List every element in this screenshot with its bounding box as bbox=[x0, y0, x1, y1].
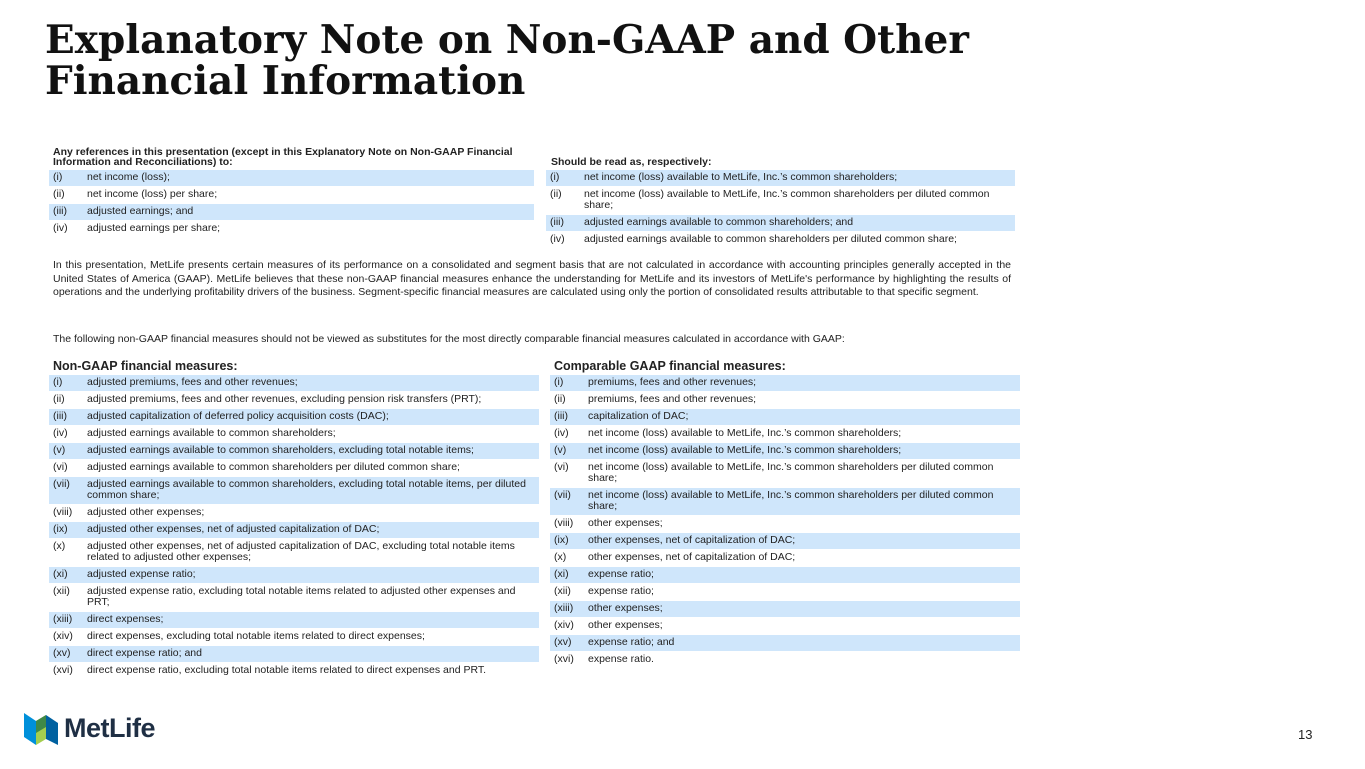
row-text: net income (loss) available to MetLife, Inc.’s common shareholders per diluted common share; bbox=[588, 461, 994, 484]
references-left-table bbox=[49, 170, 534, 237]
list-row bbox=[550, 426, 1020, 442]
row-number: (iii) bbox=[550, 409, 584, 425]
row-text: adjusted earnings available to common shareholders, excluding total notable items, per diluted common share; bbox=[83, 477, 539, 504]
list-row bbox=[49, 505, 539, 521]
row-number: (v) bbox=[49, 443, 83, 459]
list-row bbox=[550, 533, 1020, 549]
row-number: (vii) bbox=[550, 488, 584, 515]
row-number: (vi) bbox=[53, 461, 68, 473]
list-row bbox=[550, 516, 1020, 532]
row-number: (i) bbox=[49, 170, 83, 186]
list-row bbox=[550, 601, 1020, 617]
references-left-header: Any references in this presentation (except in this Explanatory Note on Non-GAAP Financial Information and Reconciliations) to: bbox=[53, 146, 513, 168]
row-text: other expenses; bbox=[588, 517, 663, 529]
row-number: (iii) bbox=[49, 204, 83, 220]
row-text: adjusted expense ratio, excluding total notable items related to adjusted other expenses and PRT; bbox=[87, 585, 516, 608]
row-number: (i) bbox=[550, 375, 584, 391]
row-text: other expenses; bbox=[584, 601, 1020, 617]
list-row bbox=[49, 522, 539, 538]
row-number: (xii) bbox=[554, 585, 571, 597]
row-number: (xvi) bbox=[53, 664, 73, 676]
row-number: (xii) bbox=[53, 585, 70, 597]
list-row bbox=[550, 488, 1020, 515]
list-row bbox=[49, 221, 534, 237]
row-number: (viii) bbox=[554, 517, 574, 529]
row-number: (ii) bbox=[554, 393, 566, 405]
row-number: (xiii) bbox=[550, 601, 584, 617]
row-text: direct expense ratio, excluding total notable items related to direct expenses and PRT. bbox=[87, 664, 487, 676]
row-text: adjusted earnings available to common shareholders; and bbox=[580, 215, 1015, 231]
row-number: (xvi) bbox=[554, 653, 574, 665]
list-row bbox=[49, 375, 539, 391]
intro-paragraph: In this presentation, MetLife presents certain measures of its performance on a consolidated and segment basis that are not calculated in accordance with accounting principles generally accepted in the United States of America (GAAP). MetLife believes that these non-GAAP financial measures enhance the understanding for MetLife and its investors of MetLife's performance by highlighting the results of operations and the underlying profitability drivers of the business. Segment-specific financial measures are calculated using only the portion of consolidated results attributable to that specific segment. bbox=[53, 259, 1011, 298]
row-text: net income (loss); bbox=[83, 170, 534, 186]
list-row bbox=[49, 187, 534, 203]
row-text: adjusted earnings; and bbox=[83, 204, 534, 220]
list-row bbox=[550, 460, 1020, 487]
row-text: net income (loss) available to MetLife, Inc.’s common shareholders per diluted common share; bbox=[584, 188, 990, 211]
row-number: (viii) bbox=[53, 506, 73, 518]
logo-text: MetLife bbox=[64, 712, 155, 743]
row-text: expense ratio. bbox=[588, 653, 654, 665]
list-row bbox=[49, 170, 534, 186]
row-number: (iv) bbox=[554, 427, 569, 439]
row-text: adjusted earnings per share; bbox=[87, 222, 221, 234]
row-number: (iii) bbox=[49, 409, 83, 425]
row-number: (xi) bbox=[550, 567, 584, 583]
list-row bbox=[550, 584, 1020, 600]
row-number: (ii) bbox=[550, 188, 562, 200]
row-number: (vi) bbox=[554, 461, 569, 473]
row-text: net income (loss) per share; bbox=[87, 188, 218, 200]
page-number: 13 bbox=[1298, 727, 1313, 742]
row-number: (x) bbox=[53, 540, 66, 552]
list-row bbox=[546, 215, 1015, 231]
list-row bbox=[49, 584, 539, 611]
row-text: adjusted expense ratio; bbox=[83, 567, 539, 583]
row-text: direct expense ratio; and bbox=[83, 646, 539, 662]
list-row bbox=[550, 635, 1020, 651]
non-gaap-header: Non-GAAP financial measures: bbox=[53, 359, 238, 373]
row-text: expense ratio; and bbox=[584, 635, 1020, 651]
list-row bbox=[550, 567, 1020, 583]
list-row bbox=[49, 612, 539, 628]
list-row bbox=[546, 187, 1015, 214]
row-number: (iv) bbox=[550, 233, 565, 245]
row-number: (ix) bbox=[49, 522, 83, 538]
row-number: (vii) bbox=[49, 477, 83, 504]
row-text: direct expenses, excluding total notable items related to direct expenses; bbox=[87, 630, 425, 642]
row-number: (ii) bbox=[53, 393, 65, 405]
row-number: (i) bbox=[49, 375, 83, 391]
references-right-header: Should be read as, respectively: bbox=[551, 156, 712, 168]
list-row bbox=[550, 618, 1020, 634]
metlife-logo bbox=[24, 710, 155, 746]
row-text: adjusted capitalization of deferred policy acquisition costs (DAC); bbox=[83, 409, 539, 425]
row-number: (ii) bbox=[53, 188, 65, 200]
row-number: (xv) bbox=[550, 635, 584, 651]
list-row bbox=[546, 170, 1015, 186]
row-text: other expenses, net of capitalization of DAC; bbox=[588, 551, 796, 563]
row-number: (xiii) bbox=[49, 612, 83, 628]
list-row bbox=[49, 663, 539, 679]
row-number: (iv) bbox=[53, 427, 68, 439]
row-text: premiums, fees and other revenues; bbox=[588, 393, 757, 405]
row-text: adjusted premiums, fees and other revenues, excluding pension risk transfers (PRT); bbox=[87, 393, 482, 405]
row-number: (i) bbox=[546, 170, 580, 186]
title-line-1: Explanatory Note on Non-GAAP and Other bbox=[45, 17, 969, 63]
gaap-header: Comparable GAAP financial measures: bbox=[554, 359, 786, 373]
list-row bbox=[49, 567, 539, 583]
title-line-2: Financial Information bbox=[45, 58, 526, 104]
row-text: adjusted other expenses, net of adjusted capitalization of DAC, excluding total notable items related to adjusted other expenses; bbox=[87, 540, 515, 563]
list-row bbox=[49, 460, 539, 476]
references-right-table bbox=[546, 170, 1015, 248]
list-row bbox=[550, 375, 1020, 391]
list-row bbox=[550, 392, 1020, 408]
row-number: (xiv) bbox=[53, 630, 73, 642]
following-paragraph: The following non-GAAP financial measures should not be viewed as substitutes for the most directly comparable financial measures calculated in accordance with GAAP: bbox=[53, 333, 845, 345]
row-number: (xiv) bbox=[554, 619, 574, 631]
row-text: capitalization of DAC; bbox=[584, 409, 1020, 425]
row-text: net income (loss) available to MetLife, Inc.’s common shareholders; bbox=[580, 170, 1015, 186]
list-row bbox=[550, 550, 1020, 566]
row-text: net income (loss) available to MetLife, Inc.’s common shareholders; bbox=[584, 443, 1020, 459]
row-text: adjusted premiums, fees and other revenues; bbox=[83, 375, 539, 391]
row-text: adjusted earnings available to common shareholders per diluted common share; bbox=[584, 233, 957, 245]
row-text: direct expenses; bbox=[83, 612, 539, 628]
list-row bbox=[49, 443, 539, 459]
row-text: other expenses, net of capitalization of DAC; bbox=[584, 533, 1020, 549]
list-row bbox=[550, 652, 1020, 668]
row-number: (xv) bbox=[49, 646, 83, 662]
row-number: (v) bbox=[550, 443, 584, 459]
list-row bbox=[49, 204, 534, 220]
list-row bbox=[49, 646, 539, 662]
list-row bbox=[550, 409, 1020, 425]
list-row bbox=[49, 392, 539, 408]
row-text: expense ratio; bbox=[588, 585, 654, 597]
non-gaap-measures-table bbox=[49, 375, 539, 679]
list-row bbox=[49, 629, 539, 645]
row-text: adjusted other expenses, net of adjusted capitalization of DAC; bbox=[83, 522, 539, 538]
row-text: premiums, fees and other revenues; bbox=[584, 375, 1020, 391]
row-number: (xi) bbox=[49, 567, 83, 583]
row-number: (x) bbox=[554, 551, 567, 563]
row-text: other expenses; bbox=[588, 619, 663, 631]
list-row bbox=[546, 232, 1015, 248]
list-row bbox=[49, 477, 539, 504]
row-number: (ix) bbox=[550, 533, 584, 549]
row-number: (iv) bbox=[53, 222, 68, 234]
row-text: net income (loss) available to MetLife, Inc.’s common shareholders per diluted common share; bbox=[584, 488, 1020, 515]
list-row bbox=[550, 443, 1020, 459]
page-title bbox=[45, 17, 1045, 104]
list-row bbox=[49, 539, 539, 566]
row-text: net income (loss) available to MetLife, Inc.’s common shareholders; bbox=[588, 427, 902, 439]
row-text: adjusted other expenses; bbox=[87, 506, 205, 518]
gaap-measures-table bbox=[550, 375, 1020, 668]
metlife-logo-icon bbox=[24, 711, 58, 745]
row-text: adjusted earnings available to common shareholders per diluted common share; bbox=[87, 461, 460, 473]
list-row bbox=[49, 409, 539, 425]
row-text: expense ratio; bbox=[584, 567, 1020, 583]
list-row bbox=[49, 426, 539, 442]
row-text: adjusted earnings available to common shareholders; bbox=[87, 427, 336, 439]
row-text: adjusted earnings available to common shareholders, excluding total notable items; bbox=[83, 443, 539, 459]
row-number: (iii) bbox=[546, 215, 580, 231]
